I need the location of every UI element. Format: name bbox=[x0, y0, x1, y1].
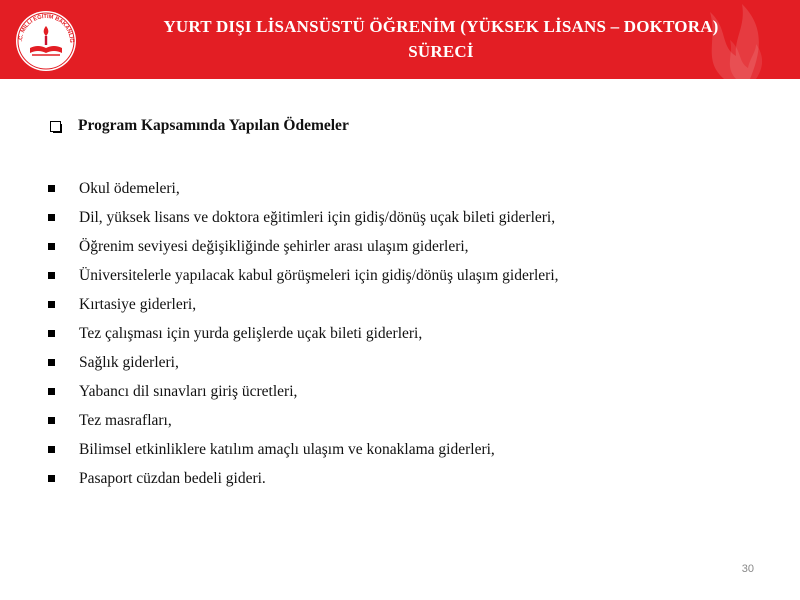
slide-header bbox=[0, 0, 800, 79]
checkbox-bullet-icon bbox=[50, 121, 61, 132]
flame-watermark-icon bbox=[684, 0, 784, 79]
section-heading-text: Program Kapsamında Yapılan Ödemeler bbox=[78, 117, 349, 134]
list-item: Sağlık giderleri, bbox=[46, 348, 559, 377]
slide-title bbox=[96, 14, 786, 64]
list-item: Dil, yüksek lisans ve doktora eğitimleri için gidiş/dönüş uçak bileti giderleri, bbox=[46, 203, 559, 232]
ministry-logo-icon bbox=[8, 8, 84, 72]
slide-title-line-1: YURT DIŞI LİSANSÜSTÜ ÖĞRENİM (YÜKSEK LİSANS – DOKTORA) bbox=[163, 17, 719, 36]
payments-list bbox=[46, 174, 559, 493]
list-item: Yabancı dil sınavları giriş ücretleri, bbox=[46, 377, 559, 406]
list-item: Tez çalışması için yurda gelişlerde uçak bileti giderleri, bbox=[46, 319, 559, 348]
section-heading bbox=[50, 117, 349, 135]
list-item: Üniversitelerle yapılacak kabul görüşmeleri için gidiş/dönüş ulaşım giderleri, bbox=[46, 261, 559, 290]
list-item: Okul ödemeleri, bbox=[46, 174, 559, 203]
list-item: Tez masrafları, bbox=[46, 406, 559, 435]
slide-title-line-2: SÜRECİ bbox=[408, 42, 474, 61]
list-item: Pasaport cüzdan bedeli gideri. bbox=[46, 464, 559, 493]
list-item: Kırtasiye giderleri, bbox=[46, 290, 559, 319]
list-item: Öğrenim seviyesi değişikliğinde şehirler arası ulaşım giderleri, bbox=[46, 232, 559, 261]
list-item: Bilimsel etkinliklere katılım amaçlı ulaşım ve konaklama giderleri, bbox=[46, 435, 559, 464]
logo-text: .C. MİLLİ EĞİTİM BAKANLIĞ bbox=[17, 13, 75, 44]
page-number: 30 bbox=[741, 563, 754, 575]
